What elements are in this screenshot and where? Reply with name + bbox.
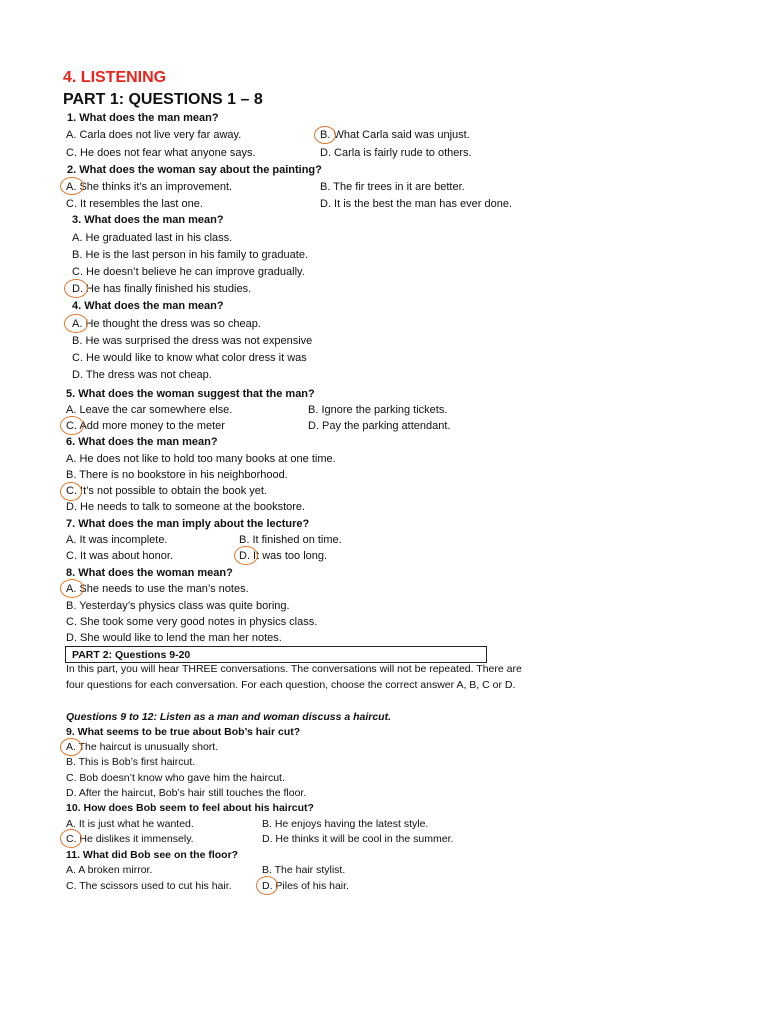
q1-option-a: A. Carla does not live very far away.	[66, 129, 242, 141]
section-title: 4. LISTENING	[63, 69, 167, 86]
question-1: 1. What does the man mean?	[67, 112, 219, 124]
q6-option-c: C. It’s not possible to obtain the book yet.	[66, 485, 267, 497]
q3-option-b: B. He is the last person in his family to graduate.	[72, 249, 309, 261]
question-8: 8. What does the woman mean?	[66, 567, 233, 579]
q7-option-d: D. It was too long.	[239, 550, 328, 562]
q2-option-d: D. It is the best the man has ever done.	[320, 198, 512, 210]
q5-option-a: A. Leave the car somewhere else.	[66, 404, 233, 416]
answer-circle	[60, 482, 82, 501]
q5-option-c: C. Add more money to the meter	[66, 420, 225, 432]
answer-circle	[314, 126, 336, 144]
q10-option-c: C. He dislikes it immensely.	[66, 833, 194, 845]
q3-option-a: A. He graduated last in his class.	[72, 232, 233, 244]
part2-title: PART 2: Questions 9-20	[72, 649, 191, 661]
q8-option-a: A. She needs to use the man’s notes.	[66, 583, 249, 595]
q9-option-c: C. Bob doesn’t know who gave him the haircut.	[66, 772, 285, 784]
q1-option-b: B. What Carla said was unjust.	[320, 129, 470, 141]
q7-option-b: B. It finished on time.	[239, 534, 342, 546]
answer-circle	[256, 876, 278, 895]
q10-option-b: B. He enjoys having the latest style.	[262, 818, 429, 830]
question-3: 3. What does the man mean?	[72, 214, 224, 226]
q5-option-d: D. Pay the parking attendant.	[308, 420, 451, 432]
q4-option-b: B. He was surprised the dress was not expensive	[72, 335, 313, 347]
question-2: 2. What does the woman say about the painting?	[67, 164, 322, 176]
q10-option-d: D. He thinks it will be cool in the summer.	[262, 833, 454, 845]
q11-option-d: D. Piles of his hair.	[262, 880, 349, 892]
question-7: 7. What does the man imply about the lecture?	[66, 518, 310, 530]
question-9: 9. What seems to be true about Bob’s hair cut?	[66, 726, 301, 738]
q7-option-c: C. It was about honor.	[66, 550, 174, 562]
q3-option-d: D. He has finally finished his studies.	[72, 283, 252, 295]
answer-circle	[64, 314, 88, 333]
q2-option-c: C. It resembles the last one.	[66, 198, 203, 210]
answer-circle	[60, 579, 84, 598]
q2-option-b: B. The fir trees in it are better.	[320, 181, 465, 193]
question-4: 4. What does the man mean?	[72, 300, 224, 312]
answer-circle	[64, 279, 88, 298]
question-5: 5. What does the woman suggest that the man?	[66, 388, 315, 400]
part2-intro: In this part, you will hear THREE conversations. The conversations will not be repeated. There are four questions for each conversation. For each question, choose the correct answer A, B, C or D.	[66, 663, 522, 691]
q4-option-a: A. He thought the dress was so cheap.	[72, 318, 261, 330]
q2-option-a: A. She thinks it’s an improvement.	[66, 181, 233, 193]
q7-option-a: A. It was incomplete.	[66, 534, 168, 546]
conversation-1-heading: Questions 9 to 12: Listen as a man and woman discuss a haircut.	[66, 711, 392, 723]
answer-circle	[60, 829, 82, 848]
q6-option-a: A. He does not like to hold too many books at one time.	[66, 453, 336, 465]
question-10: 10. How does Bob seem to feel about his haircut?	[66, 802, 314, 814]
q10-option-a: A. It is just what he wanted.	[66, 818, 194, 830]
q11-option-b: B. The hair stylist.	[262, 864, 346, 876]
q1-option-d: D. Carla is fairly rude to others.	[320, 147, 472, 159]
q8-option-c: C. She took some very good notes in physics class.	[66, 616, 318, 628]
answer-circle	[234, 546, 258, 565]
question-6: 6. What does the man mean?	[66, 436, 218, 448]
q11-option-a: A. A broken mirror.	[66, 864, 153, 876]
q1-option-c: C. He does not fear what anyone says.	[66, 147, 256, 159]
q4-option-d: D. The dress was not cheap.	[72, 369, 212, 381]
part1-title: PART 1: QUESTIONS 1 – 8	[63, 91, 263, 108]
q4-option-c: C. He would like to know what color dress it was	[72, 352, 307, 364]
q5-option-b: B. Ignore the parking tickets.	[308, 404, 448, 416]
answer-circle	[60, 177, 84, 195]
q6-option-b: B. There is no bookstore in his neighborhood.	[66, 469, 288, 481]
q11-option-c: C. The scissors used to cut his hair.	[66, 880, 232, 892]
answer-circle	[60, 416, 84, 435]
answer-circle	[60, 738, 82, 756]
q3-option-c: C. He doesn’t believe he can improve gradually.	[72, 266, 305, 278]
question-11: 11. What did Bob see on the floor?	[66, 849, 239, 861]
q9-option-d: D. After the haircut, Bob’s hair still touches the floor.	[66, 787, 307, 799]
q8-option-d: D. She would like to lend the man her notes.	[66, 632, 282, 644]
q9-option-b: B. This is Bob’s first haircut.	[66, 756, 196, 768]
q8-option-b: B. Yesterday’s physics class was quite boring.	[66, 600, 290, 612]
q6-option-d: D. He needs to talk to someone at the bookstore.	[66, 501, 306, 513]
q9-option-a: A. The haircut is unusually short.	[66, 741, 219, 753]
